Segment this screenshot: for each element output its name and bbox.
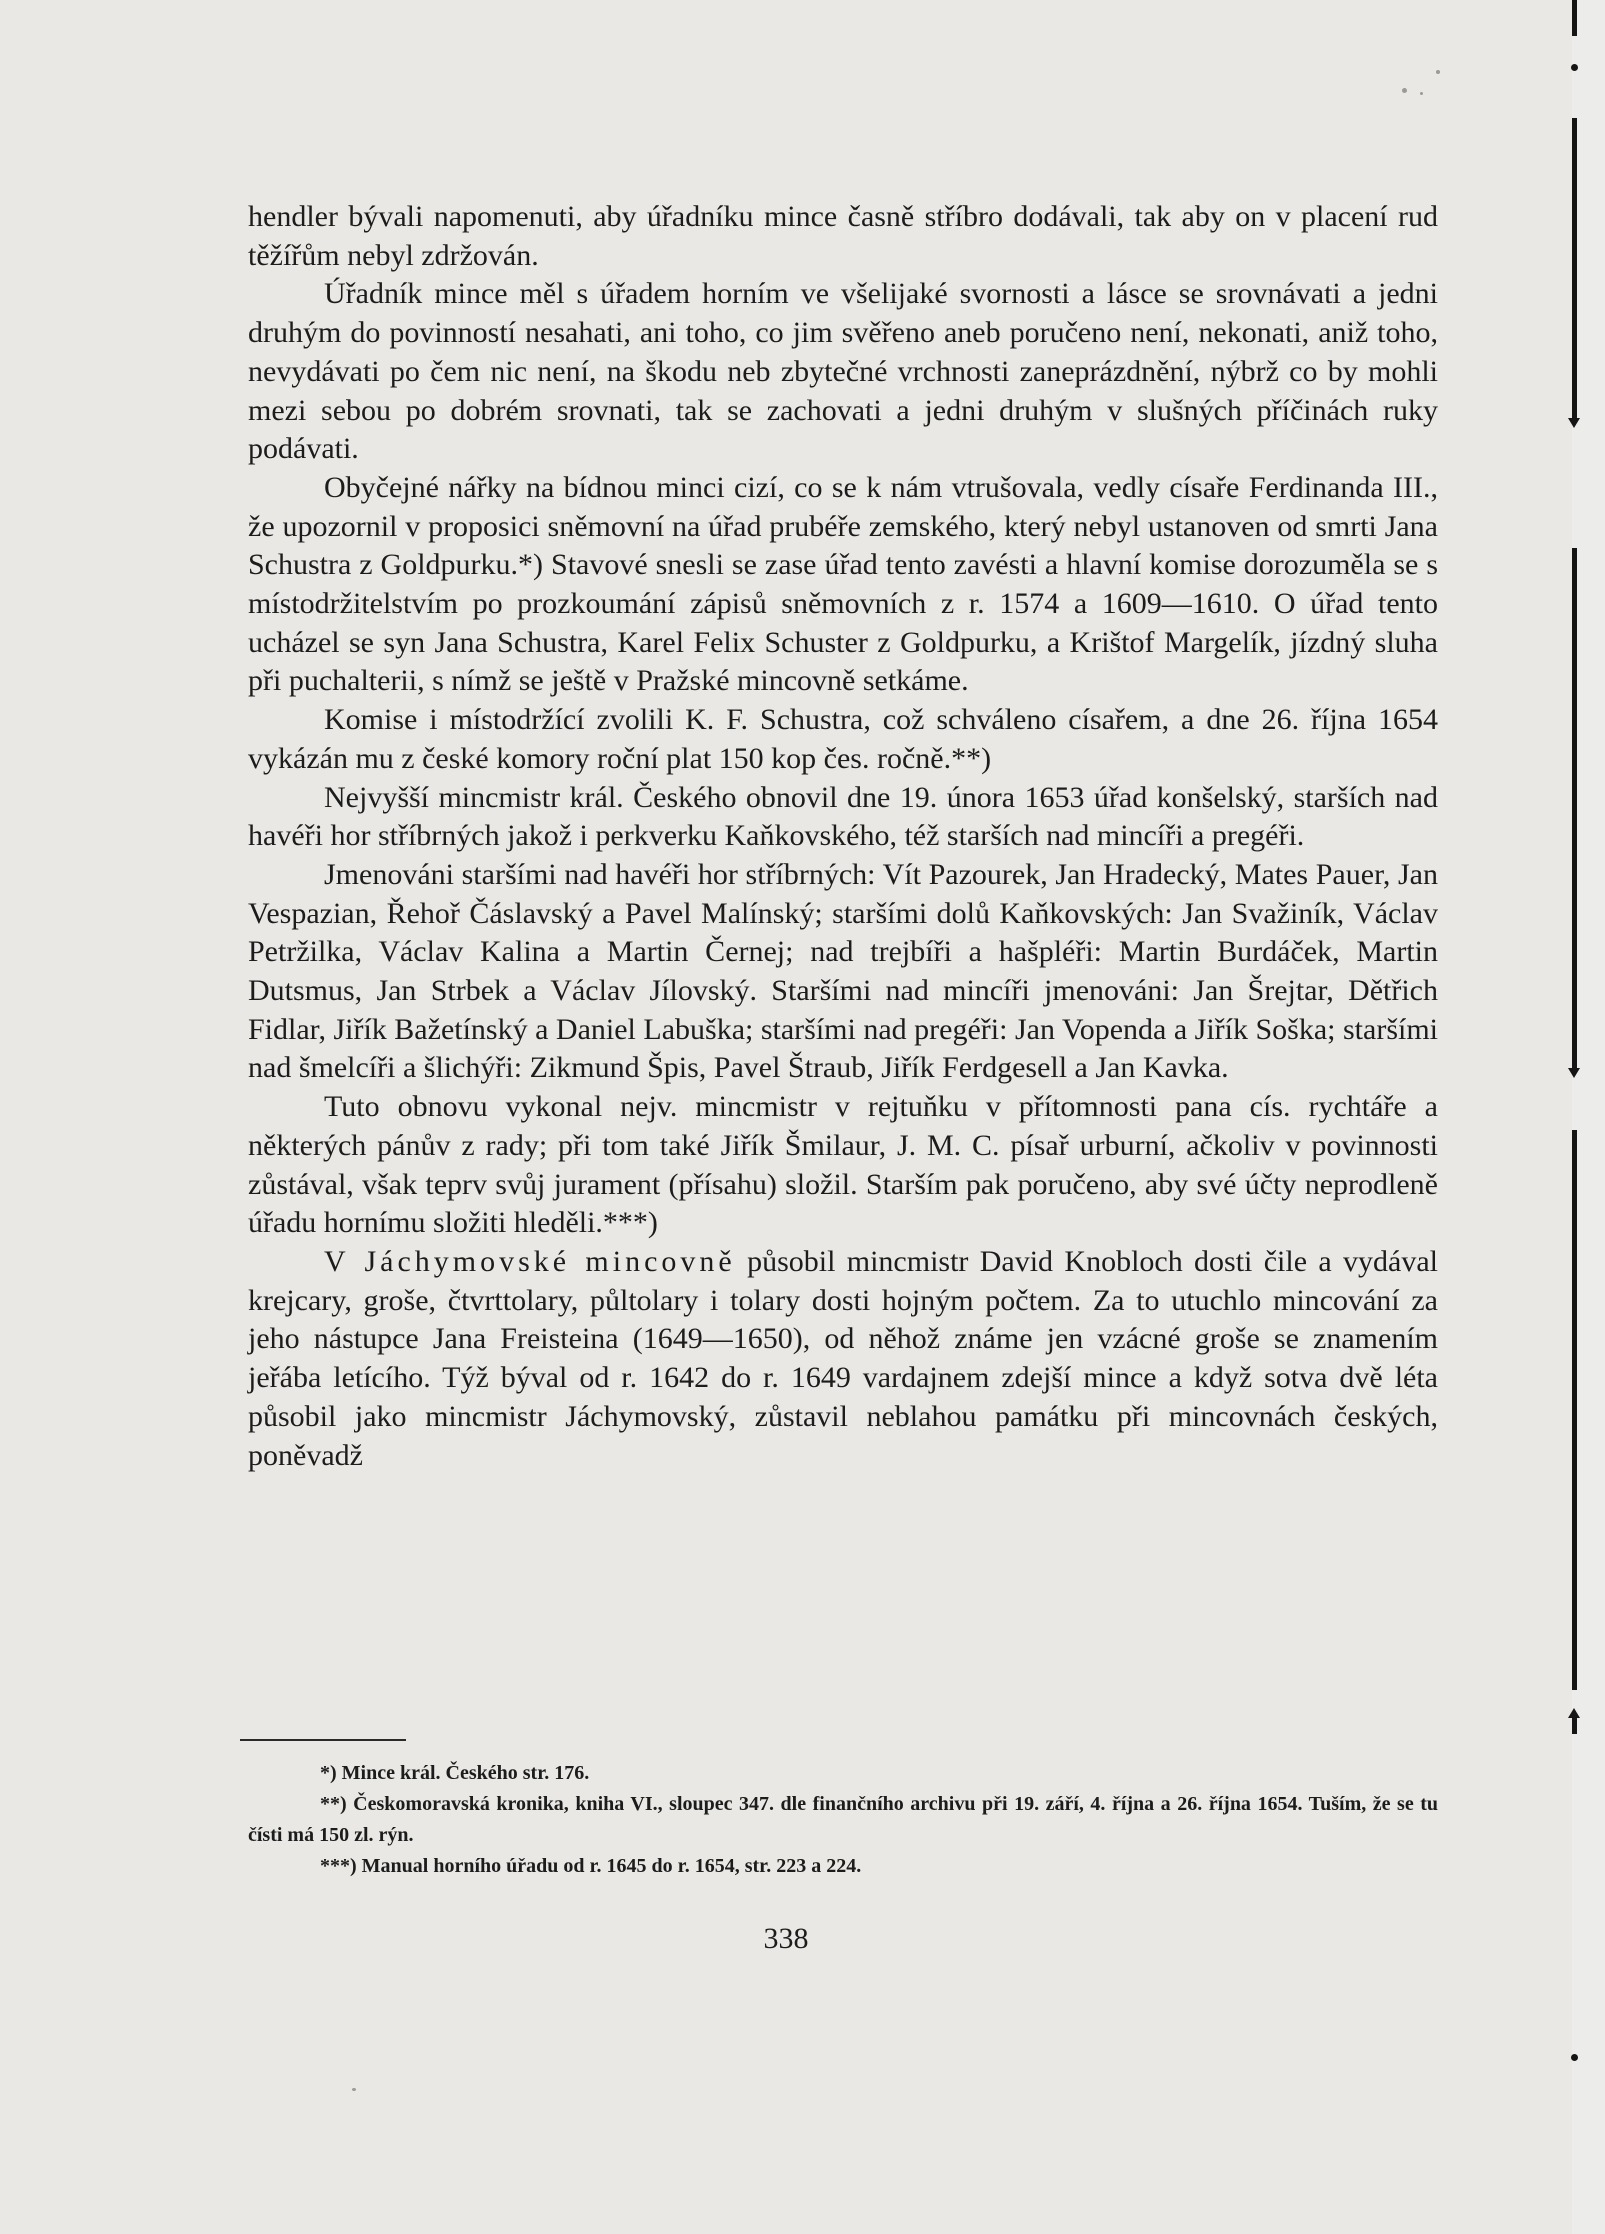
edge-arrow-icon bbox=[1568, 418, 1580, 428]
paragraph: Komise i místodržící zvolili K. F. Schustra, což schváleno císařem, a dne 26. října 1654 vykázán mu z české komory roční plat 150 kop čes. ročně.**) bbox=[248, 703, 1438, 775]
body-text bbox=[248, 198, 1438, 1475]
edge-rule bbox=[1572, 1130, 1577, 1690]
paragraph: Jmenováni staršími nad havéři hor stříbrných: Vít Pazourek, Jan Hradecký, Mates Pauer, Jan Vespazian, Řehoř Čáslavský a Pavel Malínský; staršími dolů Kaňkovských: Jan Svažiník, Václav Petržilka, Václav Kalina a Martin Černej; nad trejbíři a hašpléři: Martin Burdáček, Martin Dutsmus, Jan Strbek a Václav Jílovský. Staršími nad mincíři jmenováni: Jan Šrejtar, Dětřich Fidlar, Jiřík Bažetínský a Daniel Labuška; staršími nad pregéři: Jan Vopenda a Jiřík Soška; staršími nad šmelcíři a šlichýři: Zikmund Špis, Pavel Štraub, Jiřík Ferdgesell a Jan Kavka. bbox=[248, 857, 1438, 1085]
edge-rule bbox=[1572, 548, 1577, 1068]
edge-rule bbox=[1572, 118, 1577, 418]
paragraph bbox=[248, 1243, 1438, 1475]
footnote: **) Českomoravská kronika, kniha VI., sloupec 347. dle finančního archivu při 19. září, 4. října a 26. října 1654. Tuším, že se tu čísti má 150 zl. rýn. bbox=[248, 1793, 1438, 1846]
scan-speck bbox=[1436, 70, 1440, 74]
binding-edge bbox=[1572, 0, 1605, 2234]
paragraph: Tuto obnovu vykonal nejv. mincmistr v rejtuňku v přítomnosti pana cís. rychtáře a některých pánův z rady; při tom také Jiřík Šmilaur, J. M. C. písař urburní, ačkoliv v povinnosti zůstával, však teprv svůj jurament (přísahu) složil. Starším pak poručeno, aby své účty neprodleně úřadu hornímu složiti hleděli.***) bbox=[248, 1090, 1438, 1240]
footnotes bbox=[248, 1758, 1438, 1882]
footnote: ***) Manual horního úřadu od r. 1645 do r. 1654, str. 223 a 224. bbox=[320, 1855, 862, 1877]
edge-arrow-icon bbox=[1568, 1068, 1580, 1078]
scan-speck bbox=[1420, 92, 1423, 95]
footnote-rule bbox=[240, 1739, 406, 1741]
spaced-phrase: V Jáchymovské mincovně bbox=[324, 1244, 736, 1278]
paragraph: hendler bývali napomenuti, aby úřadníku mince časně stříbro dodávali, tak aby on v placení rud těžířům nebyl zdržován. bbox=[248, 200, 1438, 272]
scan-speck bbox=[352, 2088, 356, 2091]
edge-rule bbox=[1572, 0, 1577, 36]
edge-arrow-icon bbox=[1568, 1708, 1580, 1718]
paragraph: Nejvyšší mincmistr král. Českého obnovil dne 19. února 1653 úřad konšelský, starších nad havéři hor stříbrných jakož i perkverku Kaňkovského, též starších nad mincíři a pregéři. bbox=[248, 780, 1438, 853]
edge-dot bbox=[1571, 2054, 1578, 2061]
paragraph-rest: působil mincmistr David Knobloch dosti čile a vydával krejcary, groše, čtvrttolary, půltolary i tolary dosti hojným počtem. Za to utuchlo mincování za jeho nástupce Jana Freisteina (1649—1650), od něhož známe jen vzácné groše se znamením jeřába letícího. Týž býval od r. 1642 do r. 1649 vardajnem zdejší mince a když sotva dvě léta působil jako mincmistr Jáchymovský, zůstavil neblahou památku při mincovnách českých, poněvadž bbox=[248, 1244, 1438, 1472]
edge-dot bbox=[1571, 64, 1578, 71]
footnote: *) Mince král. Českého str. 176. bbox=[320, 1762, 590, 1784]
edge-rule bbox=[1572, 1718, 1577, 1734]
paragraph: Obyčejné nářky na bídnou minci cizí, co se k nám vtrušovala, vedly císaře Ferdinanda III., že upozornil v proposici sněmovní na úřad prubéře zemského, který nebyl ustanoven od smrti Jana Schustra z Goldpurku.*) Stavové snesli se zase úřad tento zavésti a hlavní komise dorozuměla se s místodržitelstvím po prozkoumání zápisů sněmovních z r. 1574 a 1609—1610. O úřad tento ucházel se syn Jana Schustra, Karel Felix Schuster z Goldpurku, a Krištof Margelík, jízdný sluha při puchalterii, s nímž se ještě v Pražské mincovně setkáme. bbox=[248, 470, 1438, 698]
paragraph: Úřadník mince měl s úřadem horním ve všelijaké svornosti a lásce se srovnávati a jedni druhým do povinností nesahati, ani toho, co jim svěřeno aneb poručeno není, nekonati, aniž toho, nevydávati po čem nic není, na škodu neb zbytečné vrchnosti zaneprázdnění, nýbrž co by mohli mezi sebou po dobrém srovnati, tak se zachovati a jedni druhým v slušných příčinách ruky podávati. bbox=[248, 277, 1438, 466]
page-number: 338 bbox=[763, 1922, 809, 1955]
scan-speck bbox=[1402, 88, 1407, 93]
